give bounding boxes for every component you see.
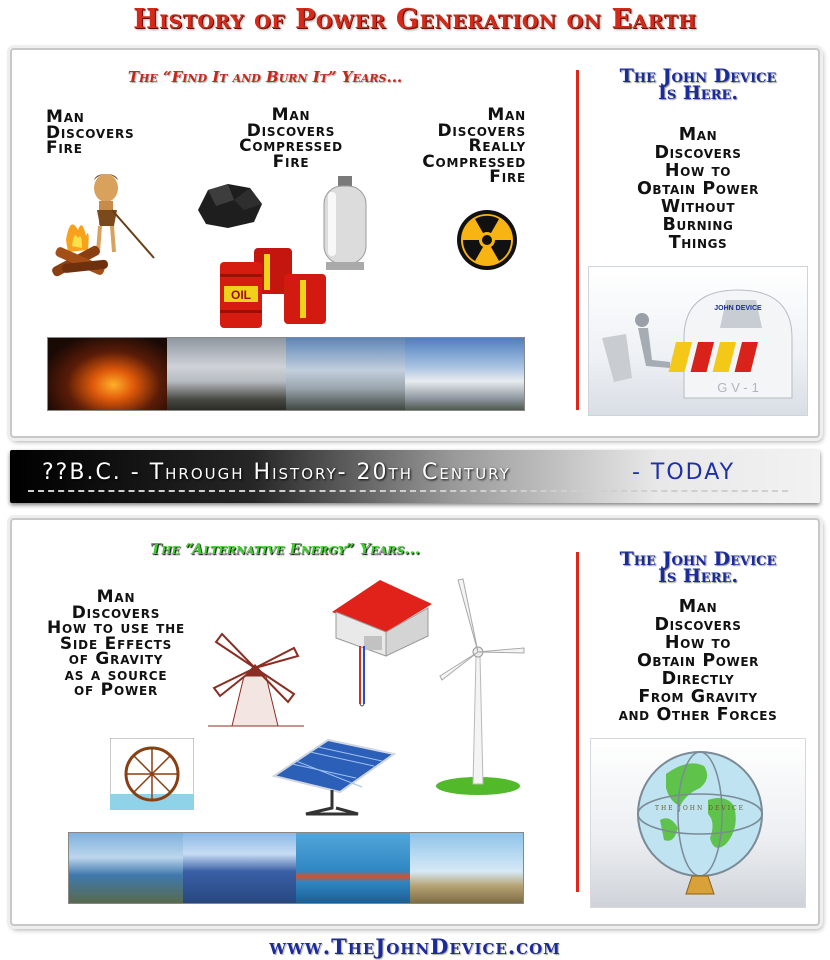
really-compressed-fire-caption: Man Discovers Really Compressed Fire: [422, 105, 526, 187]
era-heading-burn: The “Find It and Burn It” Years...: [127, 68, 403, 86]
device-description-bottom: Man Discovers How to Obtain Power Directly From Gravity and Other Forces: [618, 597, 778, 725]
device-dome-illustration: [592, 278, 804, 408]
era-heading-alternative: The “Alternative Energy” Years...: [150, 540, 420, 558]
timeline-text: ??B.C. - Through History- 20th Century: [42, 460, 511, 485]
globe-band-text: THE JOHN DEVICE: [654, 805, 746, 812]
solar-farm-photo: [183, 833, 297, 903]
oil-barrels-illustration: [218, 244, 332, 332]
footer-url-link[interactable]: www.TheJohnDevice.com: [269, 934, 561, 959]
smokestacks-photo: [286, 338, 405, 410]
geothermal-house-diagram: [326, 576, 438, 710]
timeline-dashes: [28, 490, 788, 492]
windmill-illustration: [208, 626, 304, 732]
wave-energy-photo: [296, 833, 410, 903]
page-title: History of Power Generation on Earth: [133, 4, 697, 35]
bottom-divider: [576, 552, 579, 892]
device-heading-bottom: The John Device Is Here.: [619, 548, 777, 587]
wind-farm-photo: [410, 833, 524, 903]
timeline-today: - TODAY: [632, 460, 736, 485]
gravity-side-effects-caption: Man Discovers How to use the Side Effects of Gravity as a source of Power: [46, 587, 186, 700]
device-code-text: GV-1: [717, 380, 763, 395]
device-label-text: JOHN DEVICE: [714, 305, 762, 312]
solar-panel-illustration: [266, 736, 398, 818]
coal-lump-illustration: [194, 180, 266, 230]
oil-barrel-label: OIL: [231, 288, 251, 302]
fire-caption: Man Discovers Fire: [46, 107, 135, 158]
hydro-dam-photo: [69, 833, 183, 903]
renewables-photo-strip: [68, 832, 524, 904]
radiation-symbol-icon: [455, 208, 519, 272]
water-wheel-diagram: [110, 738, 194, 810]
device-heading-top: The John Device Is Here.: [619, 65, 777, 104]
caveman-fire-illustration: [44, 170, 164, 300]
power-plants-photo-strip: [47, 337, 525, 411]
furnace-photo: [48, 338, 167, 410]
compressed-fire-caption: Man Discovers Compressed Fire: [239, 105, 343, 172]
device-description-top: Man Discovers How to Obtain Power Without Burning Things: [636, 125, 760, 253]
coal-plant-photo: [167, 338, 286, 410]
top-divider: [576, 70, 579, 410]
wind-turbine-illustration: [430, 576, 526, 796]
glass-globe-illustration: [630, 744, 770, 902]
cooling-towers-photo: [405, 338, 524, 410]
